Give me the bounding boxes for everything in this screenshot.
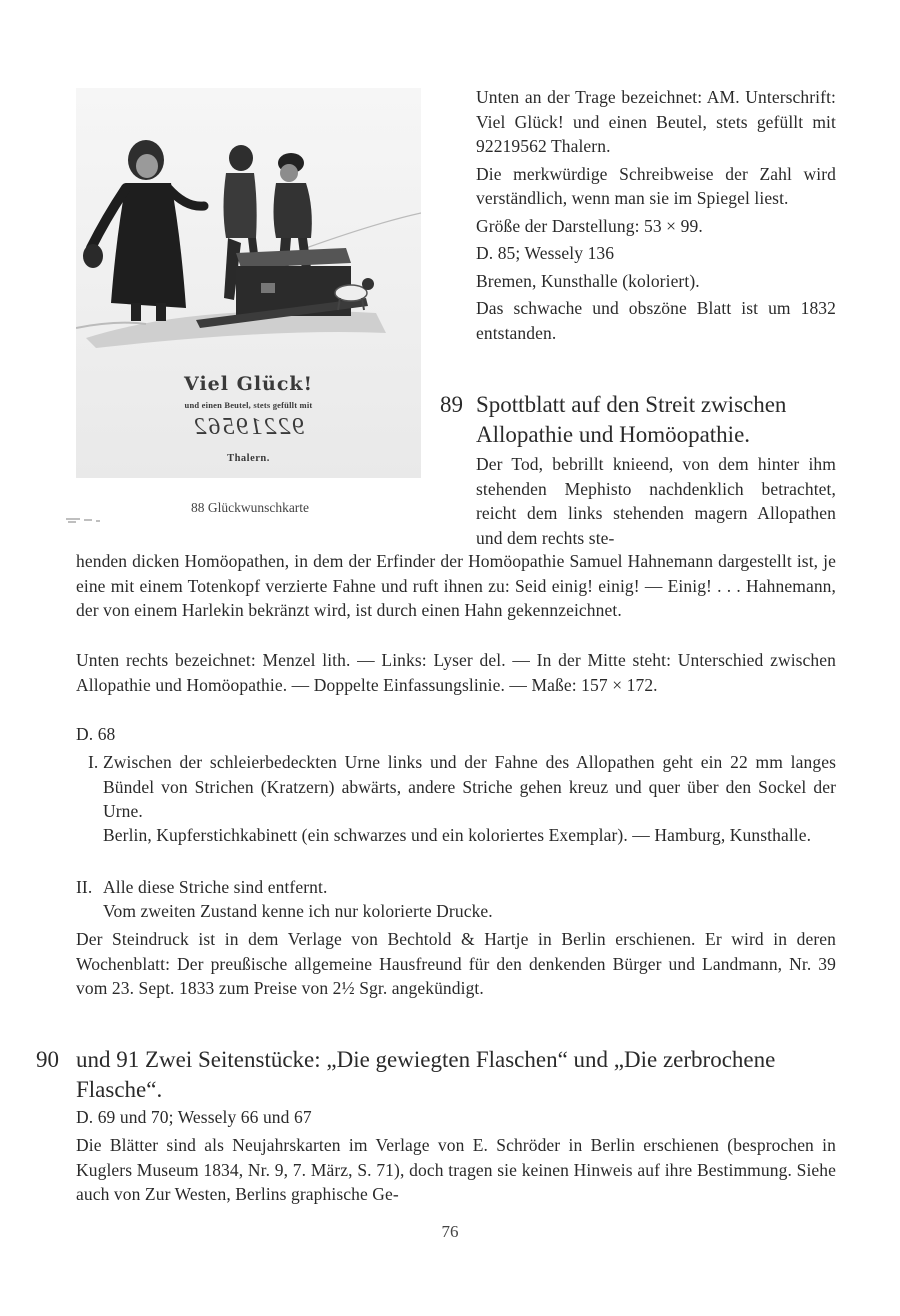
- print-specks: [66, 516, 126, 524]
- entry90-number: 90: [36, 1047, 59, 1072]
- figure-caption: 88 Glückwunschkarte: [190, 500, 310, 515]
- entry90-reference: D. 69 und 70; Wessely 66 und 67: [76, 1107, 312, 1127]
- entry89-intro-full: henden dicken Homöopathen, in dem der Erfinder der Homöopathie Samuel Hahnemann dargestellt ist, je eine mit einem Totenkopf verzierte Fahne und ruft ihnen zu: Seid einig! einig! — Einig! . . . Hahnemann, der von einem Harlekin bekränzt wird, ist durch einen Hahn gekennzeichnet.: [76, 551, 836, 620]
- entry90-title: und 91 Zwei Seitenstücke: „Die gewiegten Flaschen“ und „Die zerbrochene Flasche“.: [76, 1047, 776, 1102]
- entry88-continuation: [476, 85, 836, 348]
- state1-label: I.: [88, 752, 99, 772]
- entry88-dating: Das schwache und obszöne Blatt ist um 1832 entstanden.: [476, 298, 836, 343]
- inscription-line1: Viel Glück!: [184, 373, 313, 395]
- entry88-signature: Unten an der Trage bezeichnet: AM. Unterschrift: Viel Glück! und einen Beutel, stets gefüllt mit 92219562 Thalern.: [476, 87, 836, 156]
- page-number: 76: [441, 1222, 459, 1241]
- state2-note: Vom zweiten Zustand kenne ich nur kolorierte Drucke.: [103, 901, 493, 921]
- entry89-intro-right: Der Tod, bebrillt knieend, von dem hinter ihm stehenden Mephisto nachdenklich betrachtet, reicht dem links stehenden magern Allopathen und dem rechts ste-: [476, 454, 836, 548]
- state1-location: Berlin, Kupferstichkabinett (ein schwarzes und ein koloriertes Exemplar). — Hamburg, Kunsthalle.: [103, 825, 812, 845]
- entry89-title: Spottblatt auf den Streit zwischen Allopathie und Homöopathie.: [476, 392, 787, 447]
- entry89-publication: Der Steindruck ist in dem Verlage von Bechtold & Hartje in Berlin erschienen. Er wird in deren Wochenblatt: Der preußische allgemeine Hausfreund für den denkenden Bürger und Landmann, Nr. 39 vom 23. Sept. 1833 zum Preise von 2½ Sgr. angekündigt.: [76, 929, 836, 998]
- inscription-number: 92219562: [192, 414, 305, 440]
- entry88-location: Bremen, Kunsthalle (koloriert).: [476, 270, 700, 291]
- entry89-marks: Unten rechts bezeichnet: Menzel lith. — Links: Lyser del. — In der Mitte steht: Unterschied zwischen Allopathie und Homöopathie. — Doppelte Einfassungslinie. — Maße: 157 × 172.: [76, 650, 836, 695]
- illustration-plate: [76, 88, 421, 478]
- entry88-mirror-note: Die merkwürdige Schreibweise der Zahl wird verständlich, wenn man sie im Spiegel liest.: [476, 163, 836, 208]
- state1-text: Zwischen der schleierbedeckten Urne links und der Fahne des Allopathen geht ein 22 mm langes Bündel von Strichen (Kratzern) abwärts, andere Striche gehen kreuz und quer über den Sockel der Urne.: [103, 752, 836, 821]
- entry89-number: 89: [440, 392, 463, 417]
- state2-text: Alle diese Striche sind entfernt.: [103, 877, 328, 897]
- inscription-unit: Thalern.: [227, 453, 270, 464]
- inscription-line2: und einen Beutel, stets gefüllt mit: [184, 400, 313, 410]
- state2-label: II.: [76, 877, 93, 897]
- entry88-size: Größe der Darstellung: 53 × 99.: [476, 215, 703, 236]
- entry89-reference: D. 68: [76, 724, 116, 744]
- entry90-text: Die Blätter sind als Neujahrskarten im Verlage von E. Schröder in Berlin erschienen (besprochen in Kuglers Museum 1834, Nr. 9, 7. März, S. 71), doch tragen sie keinen Hinweis auf ihre Bestimmung. Siehe auch von Zur Westen, Berlins graphische Ge-: [76, 1135, 836, 1204]
- entry88-reference: D. 85; Wessely 136: [476, 243, 615, 263]
